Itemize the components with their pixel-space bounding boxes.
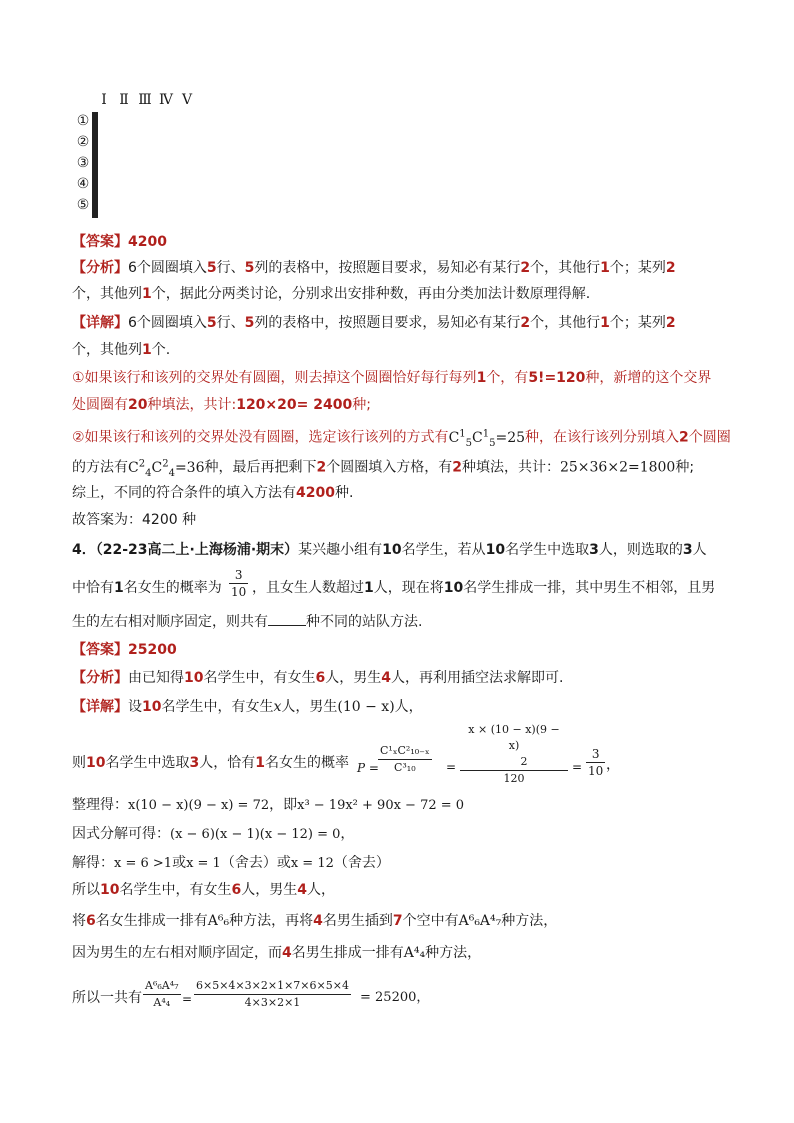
text: 个，其他行 (530, 260, 601, 276)
num: 4 (282, 945, 292, 961)
text: 种填法，共计: (147, 397, 237, 413)
num: 10 (86, 755, 106, 771)
text: 行、 (216, 260, 245, 276)
q4-so (72, 880, 335, 900)
q4-solve (72, 853, 390, 874)
text: 种; (675, 459, 695, 476)
text: 名女生的概率为 (123, 580, 222, 596)
text: 综上，不同的符合条件的填入方法有 (72, 485, 296, 501)
text: 某兴趣小组有 (298, 542, 383, 558)
text: 生的左右相对顺序固定，则共有 (72, 614, 268, 630)
num: 10 (382, 542, 402, 558)
math: =25 (495, 429, 526, 446)
num: 2 (316, 459, 327, 476)
q3-case2-line-2 (72, 454, 694, 483)
text: （舍去） (333, 855, 390, 871)
text: 人，恰有 (199, 755, 256, 771)
num: 5 (244, 260, 255, 276)
num: 2 (665, 260, 676, 276)
num: 7 (392, 913, 403, 929)
text: 则 (72, 755, 86, 771)
text: 种. (334, 485, 354, 501)
text: 名学生中，有女生 (119, 882, 232, 898)
row-label: ④ (76, 176, 90, 192)
q3-detail-line-1 (72, 313, 676, 333)
q3-case1-line-2 (72, 395, 371, 415)
text: 名男生插到 (322, 913, 393, 929)
text: ②如果该行和该列的交界处没有圆圈，选定该行该列的方式有 (72, 429, 449, 446)
text: 因为男生的左右相对顺序固定，而 (72, 945, 282, 961)
num: 1 (255, 755, 265, 771)
q4-stem-line-2 (72, 578, 222, 598)
q4-stem-line-3 (72, 611, 422, 632)
q4-prob-line (72, 753, 349, 773)
num: 2 (452, 459, 462, 476)
equals: = (182, 992, 193, 1006)
num: 10 (443, 580, 464, 596)
text: ，且女生人数超过 (252, 580, 364, 596)
math: 25×36×2=1800 (559, 459, 676, 476)
text: 名学生中选取 (505, 542, 590, 558)
num: 6 (86, 913, 96, 929)
q4-factor (72, 824, 354, 845)
text: 人，男生 (325, 670, 382, 686)
text: 种，最后再把剩下 (204, 459, 317, 476)
q4-stem-line-2b (252, 578, 715, 598)
num: 4 (297, 882, 307, 898)
num: 2 (679, 429, 689, 446)
num: 3 (189, 755, 200, 771)
num: 120×20= 2400 (236, 397, 353, 413)
answer-tag: 【答案】 (72, 642, 128, 658)
denominator: 10 (588, 764, 604, 778)
answer-blank (268, 611, 306, 626)
text: 由已知得 (128, 670, 184, 686)
col-header: Ⅰ (101, 92, 107, 108)
text: 人， (306, 882, 335, 898)
text: 6个圆圈填入 (128, 260, 207, 276)
prob-fraction-1 (378, 743, 432, 776)
text: 名女生的概率 (264, 755, 349, 771)
text: 种方法， (425, 945, 482, 961)
math: A⁴₄ (403, 945, 426, 961)
row-label: ③ (76, 155, 90, 171)
q3-case2-line-1 (72, 424, 731, 453)
text: ， (606, 757, 620, 773)
num: 1 (364, 580, 374, 596)
text: 解得： (72, 855, 114, 871)
q4-answer-line (72, 640, 177, 660)
num: 10 (184, 670, 204, 686)
math: =36 (174, 459, 205, 476)
question-source: （22-23高二上·上海杨浦·期末） (95, 542, 299, 558)
prob-fraction-2 (460, 722, 568, 787)
num: 1 (114, 580, 124, 596)
num: 10 (100, 882, 120, 898)
text: 种，新增的这个交界 (585, 370, 712, 386)
math: x = 6 >1 (114, 856, 173, 871)
text: 个空中有 (402, 913, 459, 929)
text: 名学生，若从 (401, 542, 486, 558)
q4-why (72, 943, 481, 963)
answer-value: 25200 (128, 642, 177, 658)
text: 人，男生 (241, 882, 298, 898)
text: 个圆圈填入方格，有 (326, 459, 453, 476)
denominator: A⁴₄ (153, 996, 171, 1009)
num: 5 (206, 260, 217, 276)
math: A⁶₆A⁴₇ (458, 913, 502, 929)
text: 行、 (216, 315, 245, 331)
col-header: Ⅳ (159, 92, 173, 108)
text: 人，现在将 (373, 580, 444, 596)
num: 6 (231, 882, 242, 898)
text: 名学生中，有女生 (203, 670, 316, 686)
text: 列的表格中，按照题目要求，易知必有某行 (254, 260, 521, 276)
grid-table (92, 112, 98, 218)
denominator: 10 (231, 585, 247, 599)
row-label: ⑤ (76, 197, 90, 213)
text: 人 (692, 542, 707, 558)
q4-stem-line-1 (72, 540, 707, 560)
num: 5 (206, 315, 217, 331)
num: 2 (520, 260, 531, 276)
text: 6个圆圈填入 (128, 315, 207, 331)
num: 1 (476, 370, 487, 386)
text: 个；某列 (609, 315, 666, 331)
text: 个，据此分两类讨论，分别求出安排种数，再由分类加法计数原理得解. (151, 286, 591, 302)
text: 种; (352, 397, 371, 413)
text: 名女生排成一排有 (95, 913, 208, 929)
text: 列的表格中，按照题目要求，易知必有某行 (254, 315, 521, 331)
text: 中恰有 (72, 580, 114, 596)
numerator: C¹ₓC²₁₀₋ₓ (378, 743, 432, 760)
probability-fraction (229, 567, 248, 600)
text: 的方法有 (72, 459, 128, 476)
text: 名学生中选取 (105, 755, 190, 771)
text: 所以 (72, 882, 100, 898)
text: 人， (394, 699, 423, 715)
text: ， (340, 826, 355, 842)
numerator-den: 2 (500, 754, 548, 771)
prob-fraction-3 (586, 746, 605, 779)
num: 1 (600, 315, 610, 331)
combination-expression: $C^1_5C^1_5=25$ (448, 428, 526, 449)
num: 4200 (296, 485, 335, 501)
text: 名学生排成一排，其中男生不相邻，且男 (463, 580, 716, 596)
text: 个，其他行 (530, 315, 601, 331)
q3-detail-line-2 (72, 340, 170, 360)
text: 名男生排成一排有 (291, 945, 404, 961)
text: 种，在该行该列分别填入 (525, 429, 680, 446)
analysis-tag: 【分析】 (72, 670, 128, 686)
text: 设 (128, 699, 142, 715)
math: x = 1 (186, 856, 221, 871)
q3-analysis-line-2 (72, 284, 590, 304)
text: 整理得： (72, 797, 128, 813)
num: 20 (128, 397, 148, 413)
num: 1 (142, 342, 152, 358)
q3-case1-line-1 (72, 368, 711, 388)
num: 5!=120 (528, 370, 586, 386)
math: x³ − 19x² + 90x − 72 = 0 (297, 798, 465, 813)
equals: = (446, 760, 457, 774)
num: 10 (485, 542, 506, 558)
numerator: 6×5×4×3×2×1×7×6×5×4 (194, 978, 351, 995)
text: 个；某列 (609, 260, 666, 276)
q3-summary (72, 483, 353, 503)
text: 人，再利用插空法求解即可. (390, 670, 564, 686)
math: x(10 − x)(9 − x) = 72 (128, 798, 270, 813)
q4-simplify (72, 795, 464, 816)
numerator: A⁶₆A⁴₇ (143, 978, 181, 995)
text: 个. (151, 342, 171, 358)
col-header: Ⅲ (138, 92, 152, 108)
num: 4 (313, 913, 323, 929)
q3-final-answer (72, 510, 196, 530)
q4-detail (72, 697, 423, 717)
num: 10 (142, 699, 162, 715)
col-header: Ⅱ (119, 92, 129, 108)
total-fraction-2 (194, 978, 351, 1011)
total-fraction-1 (143, 978, 181, 1011)
text: 人，男生 (281, 699, 338, 715)
num: 2 (665, 315, 676, 331)
detail-tag: 【详解】 (72, 699, 128, 715)
math: x = 12 (290, 856, 334, 871)
math: x (273, 699, 282, 715)
text: 个圆圈 (688, 429, 731, 446)
num: 2 (520, 315, 531, 331)
analysis-tag: 【分析】 (72, 260, 128, 276)
text: 所以一共有 (72, 990, 142, 1006)
num: 1 (600, 260, 610, 276)
denominator: 120 (460, 770, 568, 787)
math: A⁶₆ (207, 913, 230, 929)
num: 1 (142, 286, 152, 302)
num: 3 (589, 542, 599, 558)
q3-answer-line (72, 232, 167, 252)
detail-tag: 【详解】 (72, 315, 128, 331)
math: (10 − x) (337, 699, 395, 715)
num: 6 (315, 670, 326, 686)
text: 个，其他列 (72, 286, 142, 302)
answer-value: 4200 (128, 234, 167, 250)
text: 将 (72, 913, 86, 929)
row-label: ② (76, 134, 90, 150)
text: 种方法，再将 (229, 913, 314, 929)
combination-expression: $C^2_4C^2_4=36$ (128, 458, 205, 479)
text: 个，其他列 (72, 342, 142, 358)
prob-symbol: P = (357, 761, 379, 775)
numerator: 3 (586, 746, 605, 763)
result: = 25200， (360, 990, 430, 1005)
col-header: Ⅴ (181, 92, 193, 108)
text: 人，则选取的 (598, 542, 683, 558)
math: (x − 6)(x − 1)(x − 12) = 0 (170, 827, 341, 842)
question-number: 4． (72, 542, 96, 558)
q4-arrange (72, 911, 557, 931)
row-label: ① (76, 113, 90, 129)
text: （舍去）或 (220, 855, 291, 871)
denominator: C³₁₀ (393, 761, 416, 774)
text: 名学生中，有女生 (161, 699, 274, 715)
text: ①如果该行和该列的交界处有圆圈，则去掉这个圆圈恰好每行每列 (72, 370, 477, 386)
denominator: 4×3×2×1 (244, 996, 301, 1009)
answer-tag: 【答案】 (72, 234, 128, 250)
text: ，即 (269, 797, 298, 813)
text: 种不同的站队方法. (306, 614, 423, 630)
numerator: 3 (229, 567, 248, 584)
num: 5 (244, 315, 255, 331)
text: 故答案为：4200 种 (72, 512, 197, 528)
text: 种填法，共计： (461, 459, 560, 476)
num: 4 (381, 670, 391, 686)
text: 种方法， (501, 913, 558, 929)
numerator-top: x × (10 − x)(9 − x) (468, 723, 560, 752)
q4-analysis (72, 668, 563, 688)
text: 因式分解可得： (72, 826, 170, 842)
num: 3 (682, 542, 693, 558)
text: 个，有 (486, 370, 529, 386)
text: 或 (172, 855, 187, 871)
equals: = (572, 760, 583, 774)
q3-analysis-line-1 (72, 258, 676, 278)
text: 处圆圈有 (72, 397, 128, 413)
